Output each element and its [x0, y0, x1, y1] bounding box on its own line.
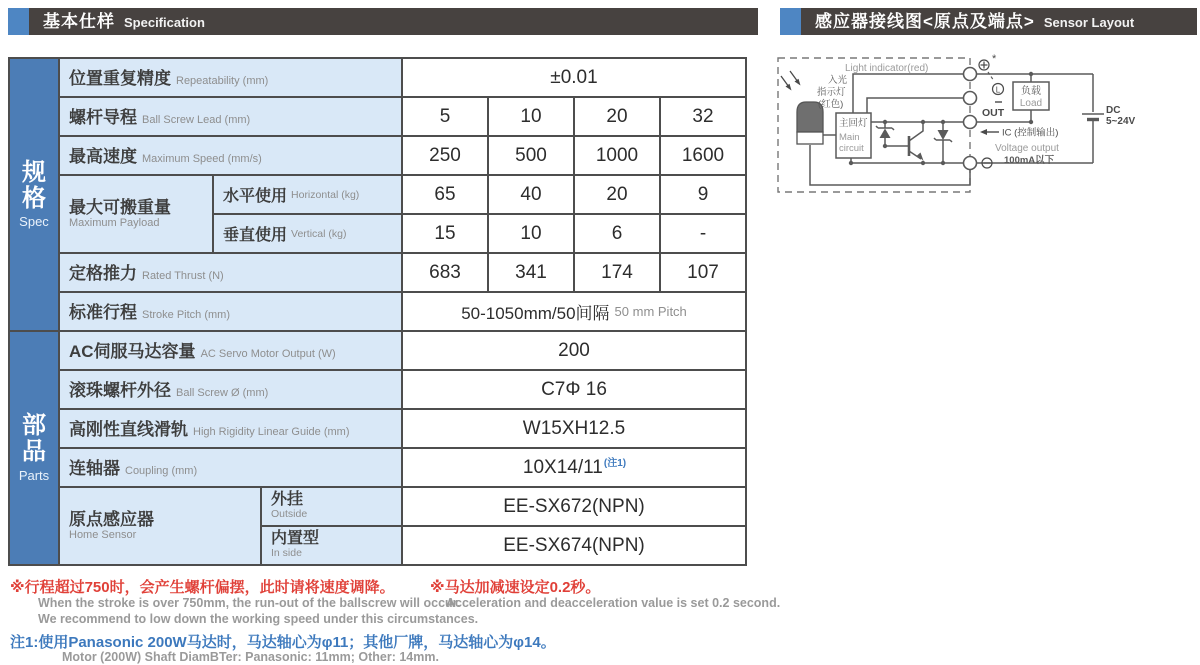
row-label-thrust: 定格推力 Rated Thrust (N) [60, 254, 403, 293]
note-stroke-warning-en1: When the stroke is over 750mm, the run-out of the ballscrew will occur. [38, 596, 461, 610]
row-label-repeatability: 位置重复精度 Repeatability (mm) [60, 59, 403, 98]
dc-voltage-label: 5~24V [1106, 116, 1136, 127]
section-parts-en: Parts [18, 467, 50, 483]
zener-diode-left-icon [876, 126, 894, 138]
value-thrust-3: 174 [575, 254, 661, 293]
header-title-en: Sensor Layout [1043, 15, 1135, 30]
note1-motor-shaft-en: Motor (200W) Shaft DiamBTer: Panasonic: 11mm; Other: 14mm. [62, 650, 439, 664]
row-label-guide: 高刚性直线滑轨 High Rigidity Linear Guide (mm) [60, 410, 403, 449]
note-accel-zh: ※马达加减速设定0.2秒。 [430, 579, 601, 596]
header-title-en: Specification [124, 15, 205, 30]
value-thrust-1: 683 [403, 254, 489, 293]
value-sensor-inside: EE-SX674(NPN) [403, 527, 747, 566]
terminal-load [964, 92, 977, 105]
value-lead-3: 20 [575, 98, 661, 137]
wiring-diagram-svg [773, 50, 1200, 210]
minus-terminal-symbol [982, 158, 992, 168]
value-vertical-2: 10 [489, 215, 575, 254]
value-thrust-4: 107 [661, 254, 747, 293]
specification-header [8, 8, 758, 35]
value-lead-4: 32 [661, 98, 747, 137]
note1-motor-shaft-zh: 注1:使用Panasonic 200W马达时，马达轴心为φ11；其他厂牌，马达轴心为φ14。 [10, 634, 556, 651]
l-terminal-symbol [993, 84, 1004, 95]
main-circuit-en1: Main [839, 132, 860, 143]
row-label-lead: 螺杆导程 Ball Screw Lead (mm) [60, 98, 403, 137]
row-label-ballscrew: 滚珠螺杆外径 Ball Screw Ø (mm) [60, 371, 403, 410]
light-indicator-label-en: Light indicator(red) [845, 63, 929, 74]
value-guide: W15XH12.5 [403, 410, 747, 449]
main-circuit-zh: 主回灯 [839, 118, 868, 129]
row-label-servo: AC伺服马达容量 AC Servo Motor Output (W) [60, 332, 403, 371]
main-circuit-en2: circuit [839, 143, 864, 154]
value-horizontal-2: 40 [489, 176, 575, 215]
row-label-payload-horizontal: 水平使用 Horizontal (kg) [214, 176, 403, 215]
star-mark: * [992, 53, 997, 65]
value-speed-3: 1000 [575, 137, 661, 176]
terminal-minus [964, 157, 977, 170]
value-coupling: 10X14/11 $^{(注1)}$ [403, 449, 747, 488]
note-accel-en: Acceleration and deacceleration value is set 0.2 second. [446, 596, 781, 610]
out-label: OUT [982, 107, 1005, 119]
value-stroke: 50-1050mm/50间隔 50 mm Pitch [403, 293, 747, 332]
zener-diode-right-icon [934, 130, 952, 142]
header-bar [29, 8, 758, 35]
terminal-plus [964, 68, 977, 81]
value-sensor-outside: EE-SX672(NPN) [403, 488, 747, 527]
value-horizontal-1: 65 [403, 176, 489, 215]
value-ballscrew: C7Φ 16 [403, 371, 747, 410]
battery-dc-source-icon [1082, 114, 1104, 120]
sensor-wiring-diagram [773, 50, 1200, 215]
value-speed-4: 1600 [661, 137, 747, 176]
section-spec-en: Spec [19, 214, 49, 230]
value-vertical-1: 15 [403, 215, 489, 254]
header-title-zh: 基本仕样 [43, 12, 115, 31]
value-speed-2: 500 [489, 137, 575, 176]
value-lead-1: 5 [403, 98, 489, 137]
value-vertical-3: 6 [575, 215, 661, 254]
header-bar [801, 8, 1197, 35]
sensor-layout-header [780, 8, 1197, 35]
section-spec [10, 59, 60, 332]
header-accent-square [780, 8, 801, 35]
specification-table [8, 57, 747, 566]
terminal-out [964, 116, 977, 129]
row-label-payload: 最大可搬重量 Maximum Payload [60, 176, 214, 254]
light-arrows-icon [781, 71, 801, 91]
value-repeatability: ±0.01 [403, 59, 747, 98]
row-label-payload-vertical: 垂直使用 Vertical (kg) [214, 215, 403, 254]
value-lead-2: 10 [489, 98, 575, 137]
ic-arrow [980, 129, 999, 135]
led-label-zh1: 入光 [828, 75, 848, 86]
ic-label: IC (控制输出) [1002, 127, 1059, 139]
header-title-zh: 感应器接线图<原点及端点> [815, 12, 1035, 31]
led-label-zh2: 指示灯 [817, 87, 846, 98]
load-label-en: Load [1019, 98, 1043, 109]
dc-label: DC [1106, 105, 1121, 116]
section-parts [10, 332, 60, 566]
value-speed-1: 250 [403, 137, 489, 176]
voltage-output-label: Voltage output [995, 143, 1059, 154]
value-horizontal-3: 20 [575, 176, 661, 215]
row-label-sensor-inside: 内置型 In side [262, 527, 403, 566]
load-label-zh: 负载 [1021, 86, 1041, 97]
current-limit-label: 100mA以下 [1004, 155, 1055, 166]
svg-text:L: L [995, 85, 1001, 95]
note-stroke-warning-zh: ※行程超过750时，会产生螺杆偏摆，此时请将速度调降。 [10, 579, 395, 596]
value-thrust-2: 341 [489, 254, 575, 293]
row-label-home-sensor: 原点感应器 Home Sensor [60, 488, 262, 566]
value-vertical-4: - [661, 215, 747, 254]
value-servo: 200 [403, 332, 747, 371]
row-label-sensor-outside: 外挂 Outside [262, 488, 403, 527]
coupling-note-ref: (注1) [603, 458, 627, 469]
section-parts-zh: 部品 [22, 412, 46, 465]
note-stroke-warning-en2: We recommend to low down the working speed under this circumstances. [38, 612, 479, 626]
plus-terminal-symbol [979, 60, 989, 70]
row-label-speed: 最高速度 Maximum Speed (mm/s) [60, 137, 403, 176]
value-horizontal-4: 9 [661, 176, 747, 215]
row-label-coupling: 连轴器 Coupling (mm) [60, 449, 403, 488]
section-spec-zh: 规格 [22, 158, 46, 212]
row-label-stroke: 标准行程 Stroke Pitch (mm) [60, 293, 403, 332]
led-label-zh3: (红色) [818, 99, 844, 110]
header-accent-square [8, 8, 29, 35]
